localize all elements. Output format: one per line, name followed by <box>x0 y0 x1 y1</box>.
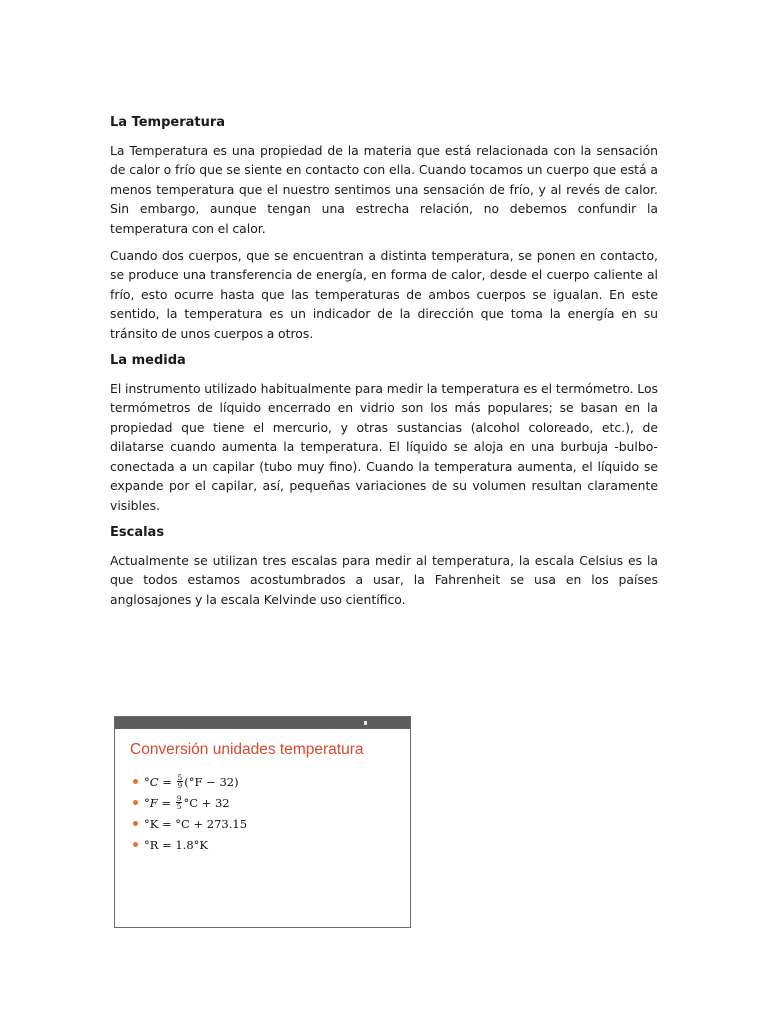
document-body <box>110 113 658 617</box>
fraction <box>176 795 183 811</box>
formula-rankine <box>133 834 247 855</box>
heading-escalas: Escalas <box>110 524 165 540</box>
formula-fahrenheit <box>133 792 247 813</box>
formula-lhs: °F <box>144 795 158 810</box>
conversion-slide-image <box>114 716 411 928</box>
paragraph: Cuando dos cuerpos, que se encuentran a distinta temperatura, se ponen en contacto, se produce una transferencia de energía, en forma de calor, desde el cuerpo caliente al frío, esto ocurre hasta que las temperaturas de ambos cuerpos se igualan. En este sentido, la temperatura es un indicador de la dirección que toma la energía en su tránsito de unos cuerpos a otros. <box>110 248 658 341</box>
paragraph: La Temperatura es una propiedad de la materia que está relacionada con la sensación de calor o frío que se siente en contacto con ella. Cuando tocamos un cuerpo que está a menos temperatura que el nuestro sentimos una sensación de frío, y al revés de calor. Sin embargo, aunque tengan una estrecha relación, no debemos confundir la temperatura con el calor. <box>110 143 658 236</box>
heading-la-medida: La medida <box>110 353 186 369</box>
formula-text: °K = °C + 273.15 <box>144 816 248 831</box>
bullet-icon <box>133 821 138 826</box>
formula-rhs: (°F − 32) <box>184 774 239 789</box>
paragraph: El instrumento utilizado habitualmente para medir la temperatura es el termómetro. Los termómetros de líquido encerrado en vidrio son los más populares; se basan en la propiedad que tiene el mercurio, y otras sustancias (alcohol coloreado, etc.), de dilatarse cuando aumenta la temperatura. El líquido se aloja en una burbuja -bulbo- conectada a un capilar (tubo muy fino). Cuando la temperatura aumenta, el líquido se expande por el capilar, así, pequeñas variaciones de su volumen resultan claramente visibles. <box>110 381 658 513</box>
fraction <box>177 774 184 790</box>
bullet-icon <box>133 842 138 847</box>
formula-kelvin <box>133 813 247 834</box>
equals-sign: = <box>157 795 175 810</box>
slide-marker-icon <box>364 721 367 725</box>
fraction-numerator: 5 <box>177 772 183 782</box>
fraction-denominator: 5 <box>176 802 182 811</box>
slide-title: Conversión unidades temperatura <box>130 741 364 758</box>
paragraph: Actualmente se utilizan tres escalas para medir al temperatura, la escala Celsius es la que todos estamos acostumbrados a usar, la Fahrenheit se usa en los países anglosajones y la escala Kelvinde uso científico. <box>110 552 658 607</box>
formula-rhs: °C + 32 <box>183 795 230 810</box>
formula-celsius <box>133 771 247 792</box>
fraction-denominator: 9 <box>177 781 183 790</box>
fraction-numerator: 9 <box>176 793 182 803</box>
formula-list <box>133 771 247 855</box>
equals-sign: = <box>158 774 176 789</box>
heading-la-temperatura: La Temperatura <box>110 115 226 130</box>
formula-lhs: °C <box>144 774 159 789</box>
bullet-icon <box>133 800 138 805</box>
slide-top-bar <box>115 717 410 729</box>
formula-text: °R = 1.8°K <box>144 837 208 852</box>
bullet-icon <box>133 779 138 784</box>
